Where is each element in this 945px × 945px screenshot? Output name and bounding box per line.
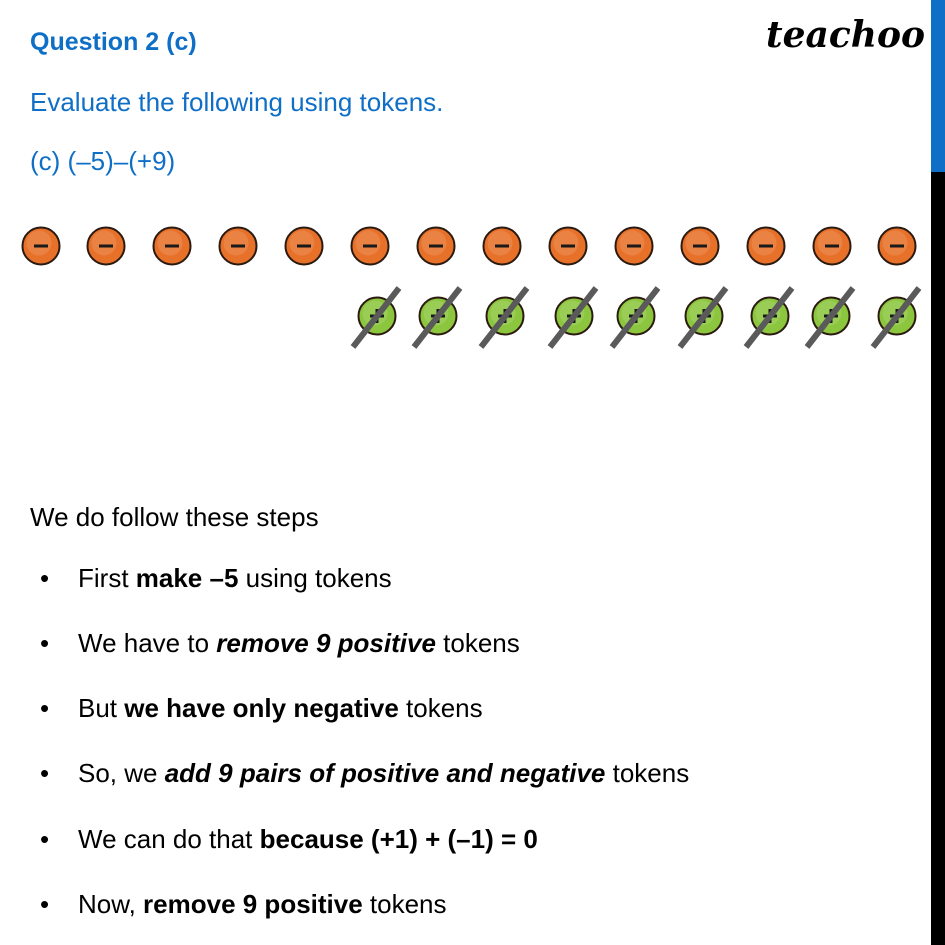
question-label: Question 2 (c) bbox=[30, 28, 197, 56]
negative-token-icon bbox=[614, 226, 654, 266]
expression-text: (c) (–5)–(+9) bbox=[30, 146, 176, 176]
positive-token-crossed-icon bbox=[470, 281, 540, 351]
positive-token-crossed-icon bbox=[403, 281, 473, 351]
positive-token-crossed-icon bbox=[735, 281, 805, 351]
step-text: Now, bbox=[78, 889, 144, 919]
positive-token-crossed-icon bbox=[669, 281, 739, 351]
positive-token-crossed-icon bbox=[342, 281, 412, 351]
step-text: But bbox=[78, 693, 125, 723]
negative-token-icon bbox=[812, 226, 852, 266]
bullet-icon: • bbox=[40, 628, 50, 658]
negative-token-icon bbox=[482, 226, 522, 266]
step-text: because (+1) + (–1) = 0 bbox=[259, 824, 538, 854]
step-text: We have to bbox=[78, 628, 217, 658]
step-text: we have only negative bbox=[124, 693, 399, 723]
step-text: First bbox=[78, 563, 136, 593]
step-text: We can do that bbox=[78, 824, 260, 854]
bullet-icon: • bbox=[40, 758, 50, 788]
positive-token-crossed-icon bbox=[539, 281, 609, 351]
bullet-icon: • bbox=[40, 563, 50, 593]
steps-intro: We do follow these steps bbox=[30, 502, 319, 532]
bullet-icon: • bbox=[40, 693, 50, 723]
step-text: So, we bbox=[78, 758, 165, 788]
teachoo-logo: teachoo bbox=[766, 14, 925, 56]
step-text: remove 9 positive bbox=[216, 628, 436, 658]
step-text: tokens bbox=[435, 628, 520, 658]
bullet-icon: • bbox=[40, 889, 50, 919]
negative-token-icon bbox=[21, 226, 61, 266]
step-text: remove 9 positive bbox=[143, 889, 363, 919]
negative-token-icon bbox=[548, 226, 588, 266]
negative-token-icon bbox=[350, 226, 390, 266]
step-text: add 9 pairs of positive and negative bbox=[164, 758, 606, 788]
step-item bbox=[40, 758, 689, 789]
negative-token-icon bbox=[416, 226, 456, 266]
step-item bbox=[40, 628, 520, 659]
step-text: tokens bbox=[362, 889, 447, 919]
negative-token-icon bbox=[680, 226, 720, 266]
step-item bbox=[40, 563, 392, 594]
negative-token-icon bbox=[218, 226, 258, 266]
step-text: make –5 bbox=[135, 563, 239, 593]
negative-token-icon bbox=[746, 226, 786, 266]
side-accent-bar-black bbox=[931, 172, 945, 945]
instruction-text: Evaluate the following using tokens. bbox=[30, 87, 444, 117]
positive-token-crossed-icon bbox=[601, 281, 671, 351]
step-text: using tokens bbox=[238, 563, 392, 593]
negative-token-icon bbox=[877, 226, 917, 266]
step-text: tokens bbox=[605, 758, 690, 788]
step-item bbox=[40, 889, 447, 920]
positive-token-crossed-icon bbox=[796, 281, 866, 351]
step-item bbox=[40, 824, 538, 855]
step-text: tokens bbox=[398, 693, 483, 723]
negative-token-icon bbox=[152, 226, 192, 266]
negative-token-icon bbox=[284, 226, 324, 266]
side-accent-bar-blue bbox=[931, 0, 945, 172]
step-item bbox=[40, 693, 483, 724]
positive-token-crossed-icon bbox=[862, 281, 932, 351]
negative-token-icon bbox=[86, 226, 126, 266]
bullet-icon: • bbox=[40, 824, 50, 854]
